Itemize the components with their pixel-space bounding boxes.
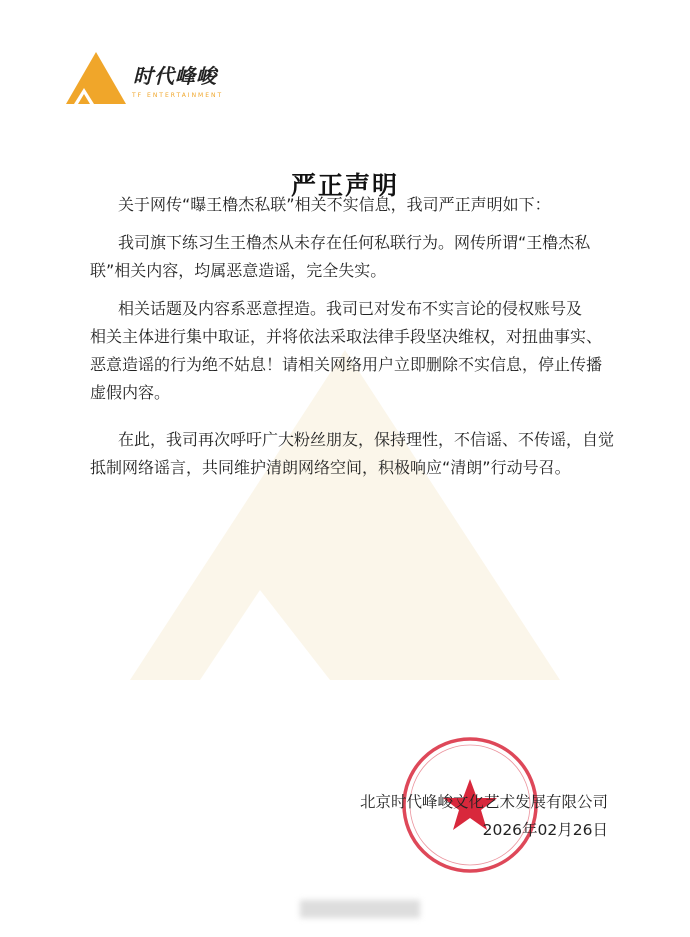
paragraph-line: 抵制网络谣言，共同维护清朗网络空间，积极响应“清朗”行动号召。 xyxy=(90,458,571,477)
paragraph-line: 虚假内容。 xyxy=(90,383,171,402)
paragraph-line: 相关话题及内容系恶意捏造。我司已对发布不实言论的侵权账号及 xyxy=(118,299,583,318)
document-title: 严正声明 xyxy=(290,171,399,200)
paragraph-line: 关于网传“曝王橹杰私联”相关不实信息，我司严正声明如下： xyxy=(118,195,551,214)
paragraph-line: 在此，我司再次呼吁广大粉丝朋友，保持理性，不信谣、不传谣，自觉 xyxy=(118,430,615,449)
paragraph-line: 联”相关内容，均属恶意造谣，完全失实。 xyxy=(90,261,387,280)
logo-text: 时代峰峻 xyxy=(133,64,217,88)
paragraph-line: 我司旗下练习生王橹杰从未存在任何私联行为。网传所谓“王橹杰私 xyxy=(118,233,591,252)
signature-date: 2026年02月26日 xyxy=(482,821,608,839)
blurred-watermark xyxy=(300,900,420,918)
logo-triangle-icon xyxy=(64,50,128,106)
logo-subtitle: TF ENTERTAINMENT xyxy=(132,92,224,99)
signature-company: 北京时代峰峻文化艺术发展有限公司 xyxy=(359,793,608,811)
paragraph-line: 相关主体进行集中取证，并将依法采取法律手段坚决维权，对扭曲事实、 xyxy=(90,327,603,346)
paragraph-line: 恶意造谣的行为绝不姑息！请相关网络用户立即删除不实信息，停止传播 xyxy=(90,355,603,374)
